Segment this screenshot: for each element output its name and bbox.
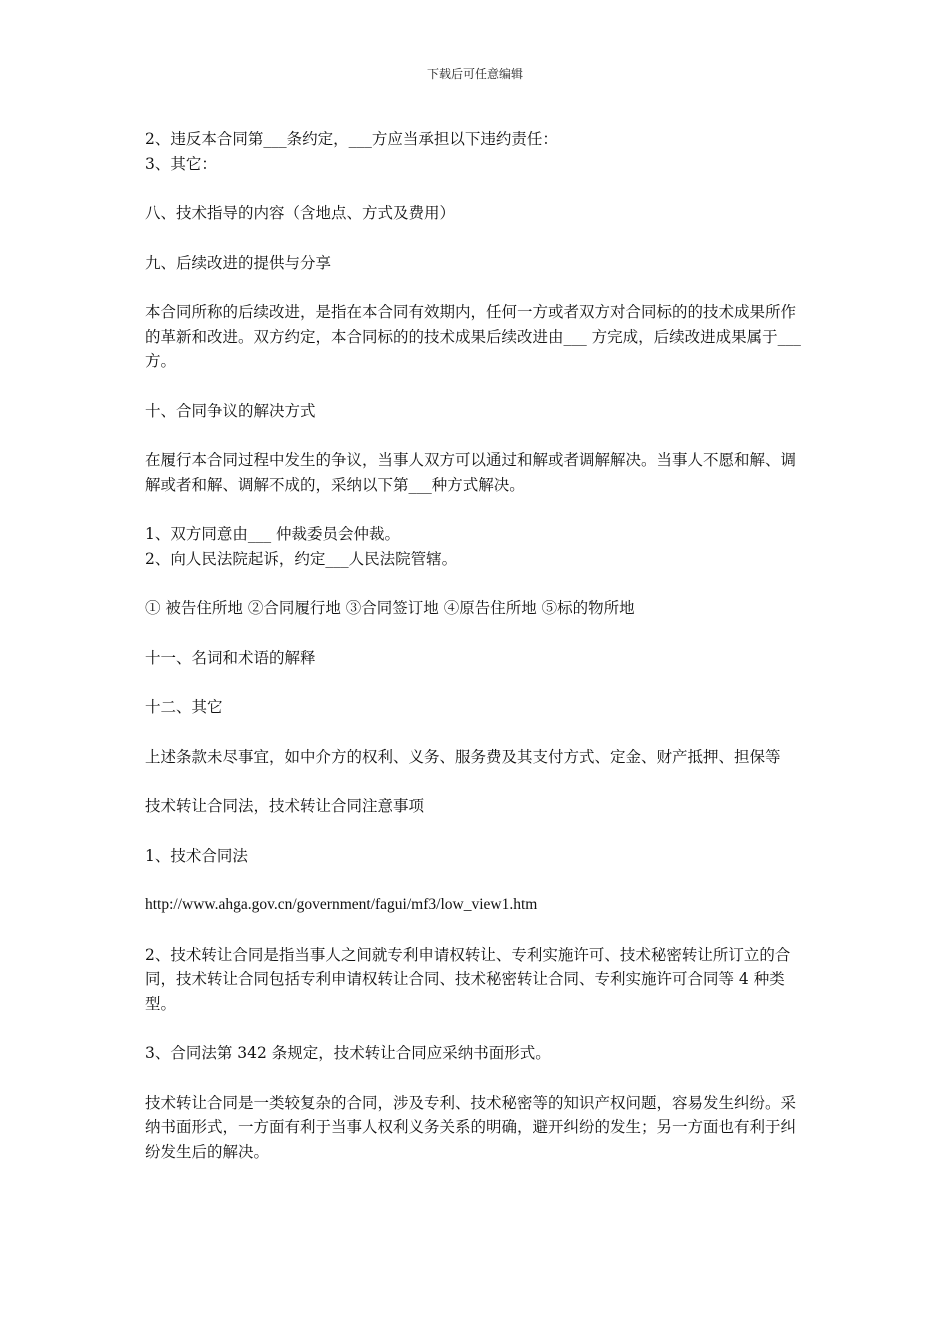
paragraph-dispute: 在履行本合同过程中发生的争议，当事人双方可以通过和解或者调解解决。当事人不愿和解、调解或者和解、调解不成的，采纳以下第___种方式解决。: [145, 451, 797, 494]
list-item-court: 2、向人民法院起诉，约定___人民法院管辖。: [145, 549, 458, 568]
paragraph-complexity: 技术转让合同是一类较复杂的合同，涉及专利、技术秘密等的知识产权问题，容易发生纠纷。采纳书面形式，一方面有利于当事人权利义务关系的明确，避开纠纷的发生；另一方面也有利于纠纷发生后的解决。: [145, 1093, 797, 1161]
item-contract-law: 1、技术合同法: [145, 846, 248, 865]
document-body: [145, 127, 810, 1164]
section-heading-8: 八、技术指导的内容（含地点、方式及费用）: [145, 204, 456, 222]
court-options: ① 被告住所地 ②合同履行地 ③合同签订地 ④原告住所地 ⑤标的物所地: [145, 599, 635, 617]
article-title: 技术转让合同法，技术转让合同注意事项: [145, 797, 425, 815]
section-heading-11: 十一、名词和术语的解释: [145, 648, 316, 667]
clause-other: 3、其它：: [145, 154, 217, 173]
section-heading-10: 十、合同争议的解决方式: [145, 401, 316, 420]
section-heading-9: 九、后续改进的提供与分享: [145, 253, 332, 272]
item-written-form: 3、合同法第 342 条规定，技术转让合同应采纳书面形式。: [145, 1044, 551, 1062]
item-transfer-definition: 2、技术转让合同是指当事人之间就专利申请权转让、专利实施许可、技术秘密转让所订立的合同，技术转让合同包括专利申请权转让合同、技术秘密转让合同、专利实施许可合同等 4 种类型。: [145, 945, 791, 1013]
list-item-arbitration: 1、双方同意由___ 仲裁委员会仲裁。: [145, 525, 401, 543]
paragraph-remaining-matters: 上述条款未尽事宜，如中介方的权利、义务、服务费及其支付方式、定金、财产抵押、担保等: [145, 747, 781, 766]
paragraph-improvements: 本合同所称的后续改进，是指在本合同有效期内，任何一方或者双方对合同标的的技术成果所作的革新和改进。双方约定，本合同标的的技术成果后续改进由___ 方完成，后续改进成果属于___方。: [145, 303, 801, 370]
url-link[interactable]: http://www.ahga.gov.cn/government/fagui/mf3/low_view1.htm: [145, 896, 538, 913]
section-heading-12: 十二、其它: [145, 698, 223, 716]
page-header: 下载后可任意编辑: [426, 67, 523, 81]
clause-breach-liability: 2、违反本合同第___条约定，___方应当承担以下违约责任：: [145, 130, 558, 148]
